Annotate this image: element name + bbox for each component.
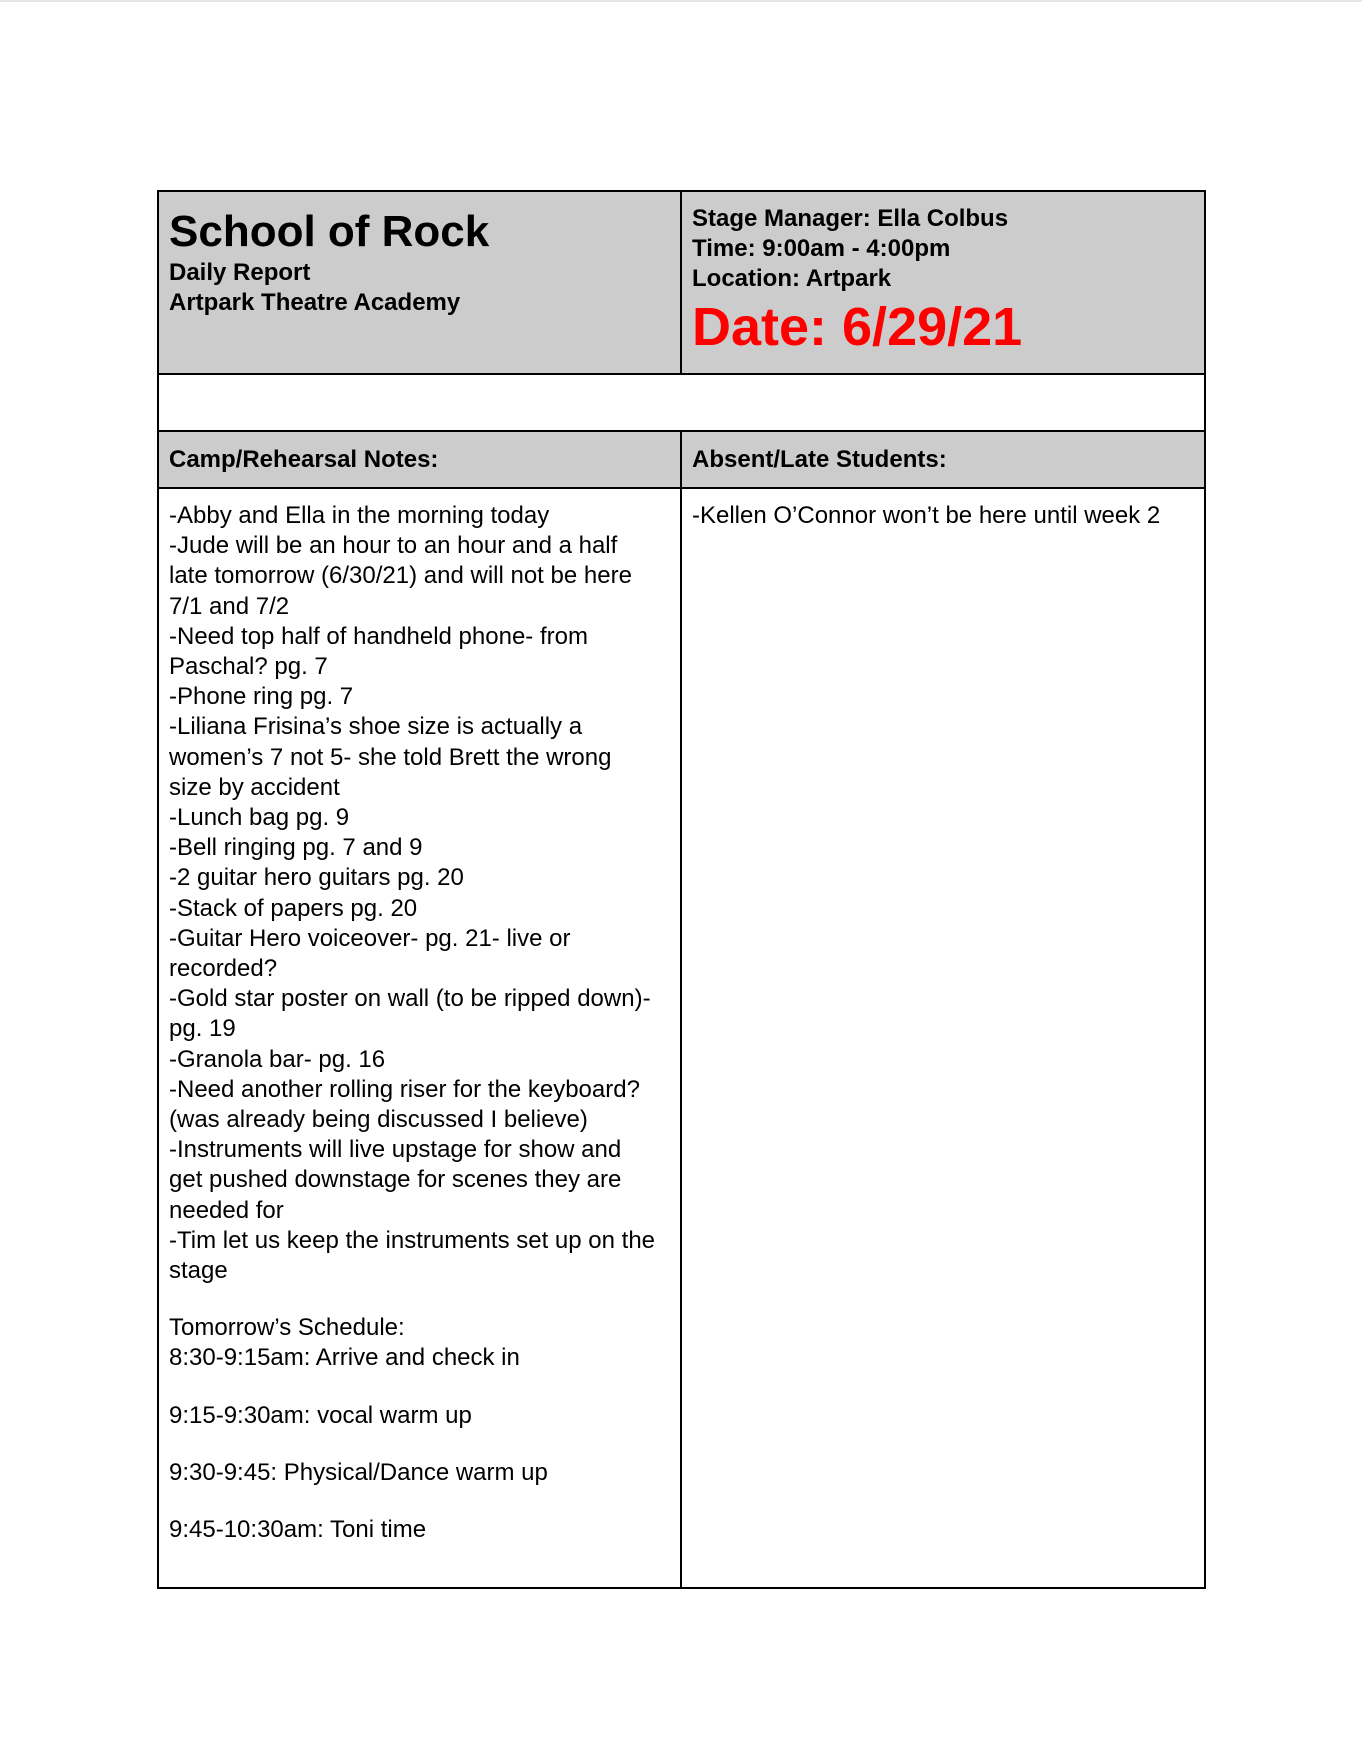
rehearsal-location: Location: Artpark bbox=[692, 265, 892, 292]
header-meta bbox=[692, 204, 1194, 294]
blank-line bbox=[169, 1488, 670, 1515]
report-date: Date: 6/29/21 bbox=[692, 297, 1023, 357]
note-line: -Jude will be an hour to an hour and a half bbox=[169, 532, 618, 560]
note-line: -Tim let us keep the instruments set up on the bbox=[169, 1226, 656, 1254]
absent-entry: -Kellen O’Connor won’t be here until week 2 bbox=[692, 502, 1161, 529]
blank-line bbox=[169, 1431, 670, 1458]
blank-line bbox=[169, 1286, 670, 1313]
schedule-item: 8:30-9:15am: Arrive and check in bbox=[169, 1344, 520, 1372]
note-line: -Granola bar- pg. 16 bbox=[169, 1045, 386, 1073]
note-line: Paschal? pg. 7 bbox=[169, 653, 328, 681]
header-row bbox=[159, 192, 1204, 375]
schedule-item: 9:15-9:30am: vocal warm up bbox=[169, 1401, 472, 1429]
note-line: needed for bbox=[169, 1196, 284, 1224]
stage-manager: Stage Manager: Ella Colbus bbox=[692, 205, 1009, 232]
absent-heading: Absent/Late Students: bbox=[682, 432, 1204, 487]
daily-report-table bbox=[157, 190, 1206, 1589]
note-line: size by accident bbox=[169, 773, 340, 801]
header-right-cell bbox=[682, 192, 1204, 373]
note-line: -Need another rolling riser for the keyboard? bbox=[169, 1075, 640, 1103]
note-line: late tomorrow (6/30/21) and will not be here bbox=[169, 562, 632, 590]
report-subtitle: Daily Report bbox=[169, 259, 311, 286]
content-row bbox=[159, 489, 1204, 1587]
note-line: -Abby and Ella in the morning today bbox=[169, 502, 550, 529]
rehearsal-notes bbox=[159, 489, 682, 1587]
note-line: -Liliana Frisina’s shoe size is actually a bbox=[169, 713, 583, 741]
organization-name: Artpark Theatre Academy bbox=[169, 289, 461, 316]
header-left-cell bbox=[159, 192, 682, 373]
note-line: recorded? bbox=[169, 955, 278, 983]
note-line: 7/1 and 7/2 bbox=[169, 592, 290, 620]
note-line: -Phone ring pg. 7 bbox=[169, 683, 354, 711]
schedule-heading: Tomorrow’s Schedule: bbox=[169, 1314, 405, 1342]
note-line: -2 guitar hero guitars pg. 20 bbox=[169, 864, 464, 892]
section-heading-row bbox=[159, 432, 1204, 489]
note-line: pg. 19 bbox=[169, 1015, 236, 1043]
note-line: -Bell ringing pg. 7 and 9 bbox=[169, 834, 423, 862]
note-line: get pushed downstage for scenes they are bbox=[169, 1166, 622, 1194]
blank-line bbox=[169, 1374, 670, 1401]
note-line: -Instruments will live upstage for show and bbox=[169, 1136, 622, 1164]
notes-heading: Camp/Rehearsal Notes: bbox=[159, 432, 682, 487]
schedule-item: 9:45-10:30am: Toni time bbox=[169, 1516, 427, 1544]
note-line: -Need top half of handheld phone- from bbox=[169, 622, 588, 650]
blank-row bbox=[159, 375, 1204, 432]
note-line: -Guitar Hero voiceover- pg. 21- live or bbox=[169, 924, 571, 952]
note-line: -Stack of papers pg. 20 bbox=[169, 894, 418, 922]
note-line: stage bbox=[169, 1257, 228, 1285]
rehearsal-time: Time: 9:00am - 4:00pm bbox=[692, 235, 951, 262]
report-title: School of Rock bbox=[169, 207, 490, 256]
note-line: -Gold star poster on wall (to be ripped down)- bbox=[169, 985, 651, 1013]
note-line: (was already being discussed I believe) bbox=[169, 1106, 588, 1134]
absent-students bbox=[682, 489, 1204, 1587]
page-top-border bbox=[0, 0, 1362, 2]
schedule-item: 9:30-9:45: Physical/Dance warm up bbox=[169, 1458, 548, 1486]
note-line: -Lunch bag pg. 9 bbox=[169, 804, 350, 832]
note-line: women’s 7 not 5- she told Brett the wrong bbox=[169, 743, 612, 771]
